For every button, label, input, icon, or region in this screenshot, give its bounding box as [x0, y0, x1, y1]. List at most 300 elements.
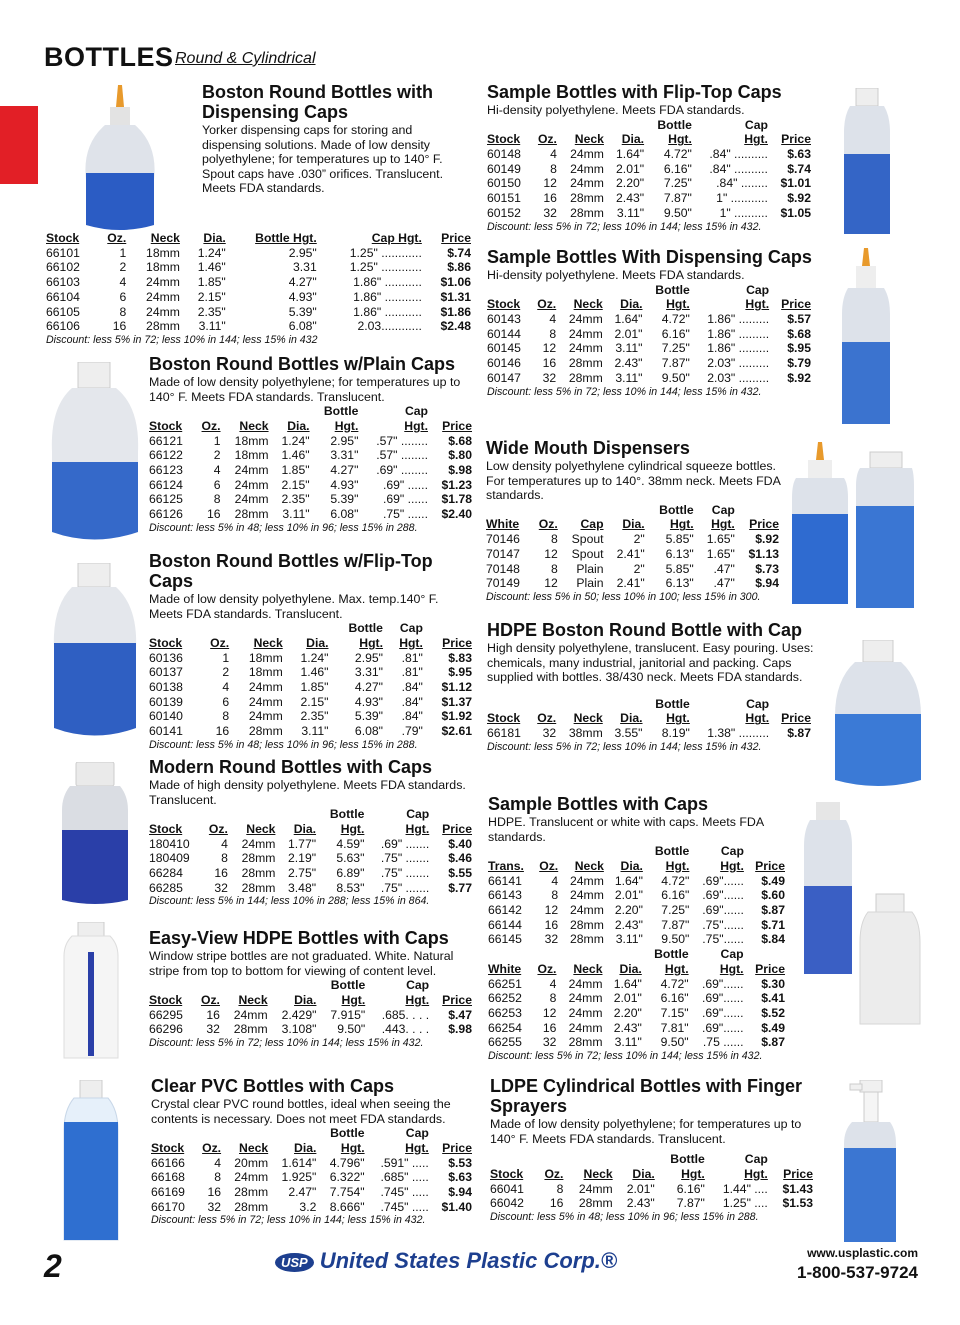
table-cell: .75" ....... [380, 880, 430, 895]
col-header: Bottle [330, 978, 366, 993]
col-header: Hgt. [334, 418, 359, 433]
col-header [771, 1152, 816, 1167]
table-cell: $1.05 [780, 205, 811, 220]
table-cell: 2.01" [616, 161, 645, 176]
table-cell: 2.15" [281, 477, 310, 492]
table-cell: 66041 [490, 1181, 524, 1196]
table-cell: 2.35" [281, 492, 310, 507]
table-cell: 2.43" [613, 1020, 642, 1035]
table-cell: 2.03" ......... [707, 370, 770, 385]
table-cell: .81" [401, 650, 423, 665]
table-cell: 3.48" [288, 880, 317, 895]
section-title: Sample Bottles with Flip-Top Caps [487, 82, 782, 102]
table-cell: .69"...... [701, 1005, 744, 1020]
table-cell: 2.41" [616, 546, 645, 561]
table-cell: 16 [214, 866, 228, 880]
col-header: Cap [746, 696, 770, 711]
table-cell: $1.31 [440, 289, 471, 304]
col-header: Stock [149, 992, 183, 1007]
table-cell: $1.92 [441, 709, 472, 724]
col-header: Dia. [620, 711, 643, 726]
table-cell: 24mm [568, 991, 603, 1006]
hdpe-boston-round-bottle-image [833, 640, 923, 790]
table-row [488, 874, 788, 889]
table-row [487, 312, 814, 327]
table-cell: $.74 [787, 161, 811, 176]
table-cell: 7.25" [661, 341, 690, 356]
table-cell: .81" [401, 665, 423, 680]
table-cell: 2.41" [616, 576, 645, 591]
section-description: Made of low density polyethylene; for temperatures up to 140° F. Meets FDA standards. Translucent. [149, 375, 461, 404]
table-cell: 2.01" [614, 326, 643, 341]
table-row [487, 176, 814, 191]
table-cell: 1 [222, 650, 230, 665]
section-description: Window stripe bottles are not graduated. White. Natural stripe from top to bottom for viewing of content level. [149, 949, 454, 978]
table-cell: 60136 [149, 650, 183, 665]
discount-note: Discount: less 5% in 72; less 10% in 144; less 15% in 432 [46, 333, 318, 346]
table-row [487, 191, 814, 206]
table-cell: 66121 [149, 433, 183, 448]
table-cell: $.77 [448, 880, 472, 895]
table-boston-dispensing [46, 231, 474, 347]
section-clear-pvc [151, 1076, 475, 1227]
table-cell: 12 [542, 1005, 557, 1020]
table-cell: Spout [571, 546, 604, 561]
discount-note: Discount: less 5% in 72; less 10% in 144; less 15% in 432. [149, 1037, 424, 1049]
section-title: Easy-View HDPE Bottles with Caps [149, 928, 449, 948]
table-cell: $.30 [761, 976, 785, 991]
table-cell: 4 [550, 147, 557, 161]
col-header: Neck [239, 1140, 269, 1155]
col-header [149, 404, 193, 419]
table-cell: .75"...... [702, 932, 744, 947]
table-cell: 1.46" [281, 448, 310, 463]
table-cell: .75" ....... [380, 866, 430, 880]
table-cell: 1.86" ......... [707, 326, 770, 341]
col-header: Bottle [329, 807, 365, 822]
section-description: Yorker dispensing caps for storing and dispensing solutions. Made of low density polyethylene; for temperatures up to 140° F. Spout caps have .030” orifices. Translucent. Meets FDA standards. [202, 123, 444, 196]
col-header: Hgt. [681, 1166, 705, 1181]
table-cell: 6.08" [288, 319, 317, 334]
col-header [531, 503, 561, 518]
col-header: Dia. [203, 231, 226, 245]
table-cell: 2.20" [614, 903, 643, 917]
col-header: Bottle [659, 502, 694, 517]
col-header [607, 118, 647, 133]
table-row [488, 977, 788, 992]
table-row [487, 162, 814, 177]
col-header [193, 978, 223, 993]
section-title: Boston Round Bottles w/Plain Caps [149, 354, 456, 374]
table-cell: 28mm [570, 932, 604, 947]
table-cell: 9.50" [660, 1035, 689, 1050]
table-cell: 28mm [570, 205, 604, 220]
col-header: Dia. [620, 858, 643, 873]
col-header [530, 697, 559, 712]
col-header: Oz. [544, 1166, 564, 1181]
table-row [151, 1200, 475, 1215]
table-cell: 18mm [248, 650, 283, 665]
table-cell: 8.666" [329, 1199, 365, 1214]
table-cell: 3.11" [615, 932, 643, 947]
table-cell: 24mm [570, 873, 604, 888]
table-cell: 8 [222, 709, 230, 724]
col-header [566, 1152, 615, 1167]
col-header: Bottle [655, 282, 690, 297]
col-header: Dia. [294, 1140, 317, 1155]
table-cell: .69" ...... [382, 492, 428, 507]
table-cell: 60146 [487, 356, 521, 371]
table-cell: 32 [214, 880, 228, 895]
table-cell: 3.11" [615, 341, 643, 356]
table-cell: 1.85" [300, 680, 329, 694]
table-cell: 28mm [570, 191, 604, 206]
table-cell: 24mm [570, 888, 604, 903]
table-cell: .69"...... [702, 903, 744, 917]
col-header: Neck [239, 418, 269, 433]
table-cell: 28mm [234, 1185, 269, 1199]
table-cell: 3.11" [616, 205, 645, 220]
col-header: Hgt. [666, 711, 690, 726]
col-header: Hgt. [666, 297, 690, 312]
table-cell: 70149 [486, 576, 520, 591]
table-cell: 16 [542, 1020, 557, 1035]
col-header [530, 118, 559, 133]
table-cell: 24mm [568, 326, 603, 341]
col-header: Hgt. [719, 961, 744, 976]
table-cell: 7.25" [661, 903, 690, 917]
table-cell: 24mm [568, 1020, 603, 1035]
col-header: Oz. [202, 1140, 222, 1155]
table-cell: 66042 [490, 1196, 524, 1211]
table-cell: 2.20" [616, 176, 645, 191]
table-cell: 2.95" [330, 433, 359, 448]
table-cell: $.92 [787, 370, 811, 385]
table-row [151, 1156, 475, 1171]
table-row [149, 680, 475, 695]
table-cell: 12 [542, 341, 557, 356]
table-cell: 28mm [241, 880, 276, 895]
table-cell: 16 [542, 356, 557, 371]
table-cell: 8 [213, 492, 221, 507]
table-cell: 1.44" .... [722, 1181, 768, 1196]
table-cell: 4 [119, 275, 127, 290]
table-cell: 28mm [568, 370, 603, 385]
section-description: Made of low density polyethylene. Max. temp.140° F. Meets FDA standards. Translucent. [149, 592, 439, 621]
table-cell: 28mm [241, 851, 276, 866]
table-cell: 24mm [570, 176, 604, 191]
table-row [488, 1035, 788, 1050]
col-header [605, 947, 644, 962]
table-cell: 16 [112, 319, 127, 334]
col-header [149, 978, 193, 993]
col-header [487, 697, 530, 712]
table-cell: 66285 [149, 880, 183, 895]
table-row [149, 434, 475, 449]
table-cell: 24mm [570, 161, 604, 176]
discount-note: Discount: less 5% in 72; less 10% in 144; less 15% in 432. [488, 1050, 763, 1063]
table-cell: $.94 [448, 1185, 472, 1199]
table-cell: 7.87" [663, 191, 692, 206]
col-header: Dia. [287, 418, 310, 433]
table-row [487, 726, 814, 741]
section-title: Boston Round Bottles w/Flip-Top Caps [149, 551, 433, 591]
table-cell: 2.03" ......... [707, 356, 770, 371]
table-cell: 2" [633, 561, 645, 576]
table-cell: 6.16" [661, 888, 690, 903]
col-header: Dia. [306, 635, 329, 650]
section-description: Made of low density polyethylene; for temperatures up to 140° F. Meets FDA standards. Translucent. [490, 1117, 802, 1146]
section-sample-caps [488, 794, 788, 1063]
section-title: Modern Round Bottles with Caps [149, 757, 432, 777]
col-header: Oz. [201, 418, 221, 433]
page-subtitle: Round & Cylindrical [175, 50, 316, 67]
col-header: Dia. [294, 992, 317, 1007]
table-cell: $.53 [448, 1155, 472, 1170]
table-cell: 24mm [146, 304, 180, 319]
website-url[interactable]: www.usplastic.com [807, 1246, 918, 1260]
table-cell: .69"...... [701, 976, 744, 991]
table-cell: 32 [542, 726, 557, 741]
table-cell: $.49 [761, 873, 785, 888]
discount-note: Discount: less 5% in 48; less 10% in 96; less 15% in 288. [149, 521, 418, 534]
table-cell: 2.19" [288, 851, 317, 866]
table-row [488, 1021, 788, 1036]
discount-note: Discount: less 5% in 72; less 10% in 144; less 15% in 432. [487, 220, 762, 233]
table-cell: 60139 [149, 694, 183, 709]
table-cell: $.63 [787, 147, 811, 161]
table-row [487, 147, 814, 162]
table-cell: $.57 [787, 312, 811, 326]
col-header: Dia. [293, 821, 317, 836]
col-header: Neck [573, 297, 603, 312]
table-cell: 66145 [488, 932, 522, 947]
table-cell: .69" ...... [382, 477, 428, 492]
table-row [151, 1185, 475, 1200]
table-row [487, 371, 814, 386]
table-cell: 6.08" [354, 724, 383, 739]
table-cell: 8 [119, 304, 127, 319]
table-cell: 2.43" [626, 1196, 655, 1211]
table-cell: $.83 [448, 650, 472, 665]
col-header: Price [442, 992, 472, 1007]
table-cell: 32 [542, 370, 557, 385]
table-cell: 6.16" [660, 991, 689, 1006]
table-cell: .47" [713, 576, 735, 591]
col-header: Hgt. [405, 992, 430, 1007]
table-cell: $.68 [787, 326, 811, 341]
table-cell: 28mm [568, 356, 603, 371]
table-cell: 2.01" [613, 991, 642, 1006]
table-cell: 1.38" ......... [707, 726, 770, 741]
table-cell: .84" .......... [709, 147, 768, 161]
section-boston-plain [149, 354, 475, 535]
table-cell: 4.72" [663, 147, 692, 161]
table-row [486, 576, 782, 591]
table-cell: 66166 [151, 1155, 185, 1170]
table-cell: 24mm [233, 1007, 268, 1022]
col-header: Hgt. [711, 517, 735, 532]
table-cell: 24mm [234, 492, 269, 507]
table-cell: 60150 [487, 176, 521, 191]
table-cell: 60152 [487, 205, 521, 220]
table-cell: $1.06 [440, 275, 471, 290]
table-cell: 1.24" [281, 433, 310, 448]
table-cell: 28mm [568, 1035, 603, 1050]
section-description: Hi-density polyethylene. Meets FDA standards. [487, 103, 745, 117]
table-cell: 8 [550, 161, 557, 176]
table-cell: 6.16" [663, 161, 692, 176]
table-row [490, 1182, 816, 1197]
col-header: White [486, 517, 520, 532]
table-cell: 20mm [234, 1155, 269, 1170]
col-header: Cap [406, 978, 430, 993]
table-cell: 1.86" ........... [353, 289, 422, 304]
col-header: Oz. [208, 821, 228, 836]
table-row [149, 448, 475, 463]
table-row [488, 903, 788, 918]
table-cell: 6 [119, 289, 127, 304]
section-modern-round [149, 757, 475, 908]
table-cell: $.87 [761, 903, 785, 917]
table-row [149, 463, 475, 478]
table-cell: 24mm [146, 289, 180, 304]
table-row [488, 918, 788, 933]
col-header: Neck [150, 231, 180, 245]
col-header [490, 1152, 536, 1167]
table-cell: 8.19" [661, 726, 690, 741]
table-cell: 32 [206, 1022, 220, 1037]
table-cell: 66126 [149, 507, 183, 522]
col-header [561, 503, 607, 518]
table-cell: 66103 [46, 275, 80, 290]
section-boston-dispensing [202, 82, 474, 196]
col-header: Price [781, 711, 811, 726]
table-cell: 3.11" [614, 1035, 642, 1050]
table-cell: 66125 [149, 492, 183, 507]
table-cell: 24mm [568, 1005, 603, 1020]
col-header [559, 947, 605, 962]
col-header: Price [781, 297, 811, 312]
table-cell: 28mm [248, 724, 283, 739]
table-cell: $2.61 [441, 724, 472, 739]
table-cell: 16 [544, 917, 559, 932]
col-header: Stock [487, 132, 521, 147]
table-cell: 2 [119, 260, 127, 275]
table-cell: $.92 [787, 191, 811, 206]
table-cell: 60140 [149, 709, 183, 724]
col-header [771, 118, 814, 133]
table-cell: .685" ..... [380, 1170, 429, 1185]
table-cell: .57" ........ [376, 433, 428, 448]
table-cell: 70146 [486, 532, 520, 547]
col-header: Bottle [655, 696, 690, 711]
col-header: Hgt. [340, 1140, 365, 1155]
col-header: Dia. [621, 132, 645, 147]
table-cell: .69" ....... [380, 836, 430, 851]
col-header: Oz. [107, 231, 127, 245]
table-cell: 1 [119, 245, 127, 260]
col-header: Stock [490, 1166, 524, 1181]
col-header: Cap [746, 282, 770, 297]
table-cell: 7.915" [330, 1007, 366, 1022]
table-row [486, 532, 782, 547]
table-cell: 8 [556, 1181, 564, 1196]
table-cell: $.74 [447, 245, 471, 260]
table-cell: 60149 [487, 161, 521, 176]
col-header: Oz. [538, 517, 558, 532]
col-header: Price [783, 1166, 813, 1181]
table-cell: 4 [214, 1155, 222, 1170]
plain-cap-bottle-image [50, 362, 140, 547]
section-boston-flip-top [149, 551, 475, 752]
table-cell: 24mm [234, 463, 269, 477]
table-cell: 66104 [46, 289, 80, 304]
table-cell: 18mm [146, 245, 180, 260]
table-cell: $1.43 [782, 1181, 813, 1196]
table-row [149, 709, 475, 724]
table-cell: 24mm [568, 976, 603, 991]
table-cell: 2 [213, 448, 221, 463]
table-cell: 1.64" [614, 312, 643, 326]
table-cell: 16 [206, 507, 221, 522]
table-cell: 1.64" [614, 873, 643, 888]
table-cell: 24mm [570, 147, 604, 161]
col-header: Cap [744, 117, 768, 132]
table-cell: 8 [214, 1170, 222, 1185]
table-cell: 1.65" [706, 532, 735, 547]
col-header [487, 283, 530, 298]
col-header: Bottle [323, 404, 359, 419]
col-header [431, 404, 475, 419]
table-cell: 4 [221, 836, 228, 851]
col-header: Trans. [488, 858, 524, 873]
table-cell: 4.27" [288, 275, 317, 290]
table-cell: $2.40 [441, 507, 472, 522]
table-cell: $.95 [448, 665, 472, 680]
col-header [616, 1152, 658, 1167]
table-cell: 60144 [487, 326, 521, 341]
table-cell: 6 [213, 477, 221, 492]
col-header: Stock [149, 635, 183, 650]
col-header [531, 947, 560, 962]
table-cell: 18mm [234, 448, 269, 463]
col-header: Neck [574, 858, 604, 873]
col-header [488, 844, 533, 859]
table-cell: 6 [222, 694, 230, 709]
table-cell: $.98 [448, 463, 472, 477]
table-cell: 4.93" [354, 694, 383, 709]
table-cell: 32 [544, 932, 559, 947]
table-row [151, 1170, 475, 1185]
table-cell: 4.72" [660, 976, 689, 991]
col-header [271, 978, 320, 993]
table-cell: 66253 [488, 1005, 522, 1020]
col-header [607, 503, 648, 518]
table-cell: 4.27" [354, 680, 383, 694]
col-header: Oz. [537, 961, 557, 976]
table-cell: 7.15" [660, 1005, 689, 1020]
table-row [488, 888, 788, 903]
table-cell: .69"...... [702, 873, 744, 888]
table-row [486, 562, 782, 577]
table-row [46, 290, 474, 305]
col-header: Oz. [537, 297, 557, 312]
discount-note: Discount: less 5% in 50; less 10% in 100; less 15% in 300. [486, 591, 761, 603]
table-row [149, 866, 475, 881]
col-header: Cap [744, 1152, 768, 1167]
table-cell: .84" [401, 680, 423, 694]
